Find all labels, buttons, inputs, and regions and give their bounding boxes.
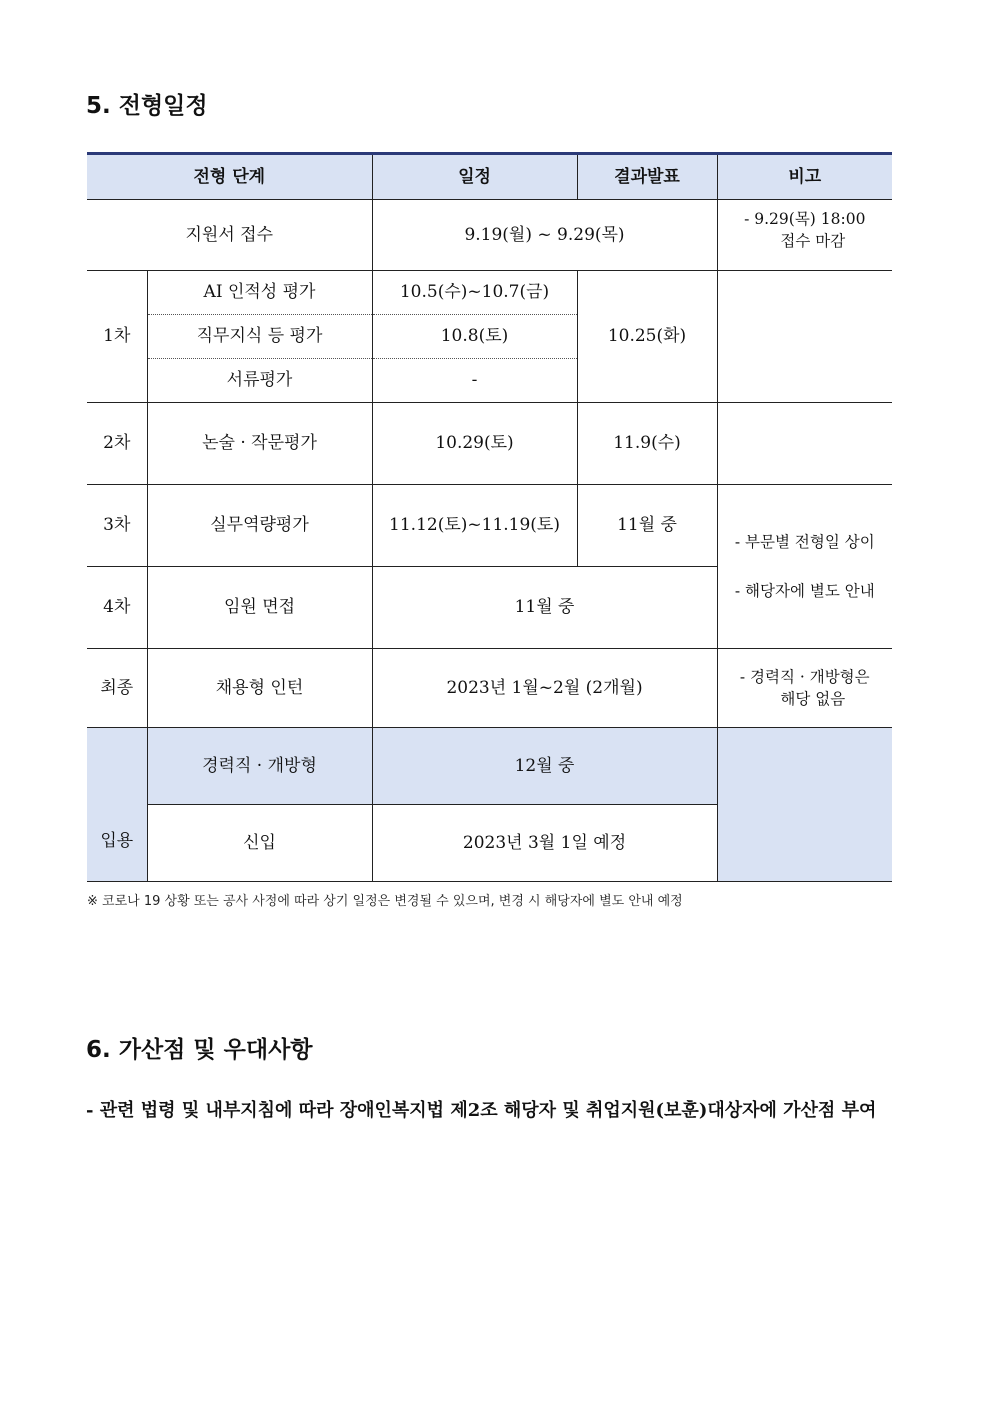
round1-item2-schedule: 10.8(토) <box>372 315 577 359</box>
round3-result: 11월 중 <box>577 485 717 567</box>
section-6-title: 6. 가산점 및 우대사항 <box>86 1037 313 1063</box>
row-application <box>87 200 892 271</box>
section-6-body: - 관련 법령 및 내부지침에 따라 장애인복지법 제2조 해당자 및 취업지원(보훈)대상자에 가산점 부여 <box>86 1100 877 1121</box>
header-result: 결과발표 <box>577 154 717 200</box>
round1-item1-name: AI 인적성 평가 <box>147 271 372 315</box>
hire-item1-schedule: 12월 중 <box>372 728 717 805</box>
final-note <box>717 649 892 728</box>
round4-label: 4차 <box>87 567 147 649</box>
round1-item3-name: 서류평가 <box>147 359 372 403</box>
round4-name: 임원 면접 <box>147 567 372 649</box>
final-note-line2: 해당 없음 <box>780 690 846 708</box>
application-label: 지원서 접수 <box>87 200 372 271</box>
round1-item1-schedule: 10.5(수)~10.7(금) <box>372 271 577 315</box>
row-round3 <box>87 485 892 567</box>
application-note-line2: 접수 마감 <box>780 232 846 251</box>
header-schedule: 일정 <box>372 154 577 200</box>
row-hire-1 <box>87 728 892 805</box>
row-round2 <box>87 403 892 485</box>
row-final <box>87 649 892 728</box>
round1-item3-schedule: - <box>372 359 577 403</box>
final-name: 채용형 인턴 <box>147 649 372 728</box>
round2-note <box>717 403 892 485</box>
round4-schedule: 11월 중 <box>372 567 717 649</box>
table-footnote: ※ 코로나 19 상황 또는 공사 사정에 따라 상기 일정은 변경될 수 있으며, 변경 시 해당자에 별도 안내 예정 <box>87 894 683 909</box>
hire-item2-name: 신입 <box>147 805 372 882</box>
final-label: 최종 <box>87 649 147 728</box>
round2-result: 11.9(수) <box>577 403 717 485</box>
final-schedule: 2023년 1월~2월 (2개월) <box>372 649 717 728</box>
round1-result: 10.25(화) <box>577 271 717 403</box>
hire-item2-schedule: 2023년 3월 1일 예정 <box>372 805 717 882</box>
schedule-table <box>87 152 892 882</box>
rounds34-note-line2: - 해당자에 별도 안내 <box>734 581 875 600</box>
round2-schedule: 10.29(토) <box>372 403 577 485</box>
round2-name: 논술 · 작문평가 <box>147 403 372 485</box>
final-note-line1: - 경력직 · 개방형은 <box>739 667 870 686</box>
hire-item1-name: 경력직 · 개방형 <box>147 728 372 805</box>
header-row <box>87 154 892 200</box>
hire-label: 입용 <box>87 728 147 882</box>
rounds34-note-line1: - 부문별 전형일 상이 <box>734 533 875 552</box>
round1-note <box>717 271 892 403</box>
round3-schedule: 11.12(토)~11.19(토) <box>372 485 577 567</box>
section-5-title: 5. 전형일정 <box>86 93 208 119</box>
header-note: 비고 <box>717 154 892 200</box>
round2-label: 2차 <box>87 403 147 485</box>
round1-item2-name: 직무지식 등 평가 <box>147 315 372 359</box>
application-note <box>717 200 892 271</box>
round3-name: 실무역량평가 <box>147 485 372 567</box>
rounds34-note <box>717 485 892 649</box>
row-round1-item1 <box>87 271 892 315</box>
header-stage: 전형 단계 <box>87 154 372 200</box>
round3-label: 3차 <box>87 485 147 567</box>
hire-note <box>717 728 892 882</box>
round1-label: 1차 <box>87 271 147 403</box>
application-schedule: 9.19(월) ~ 9.29(목) <box>372 200 717 271</box>
application-note-line1: - 9.29(목) 18:00 <box>744 210 866 228</box>
